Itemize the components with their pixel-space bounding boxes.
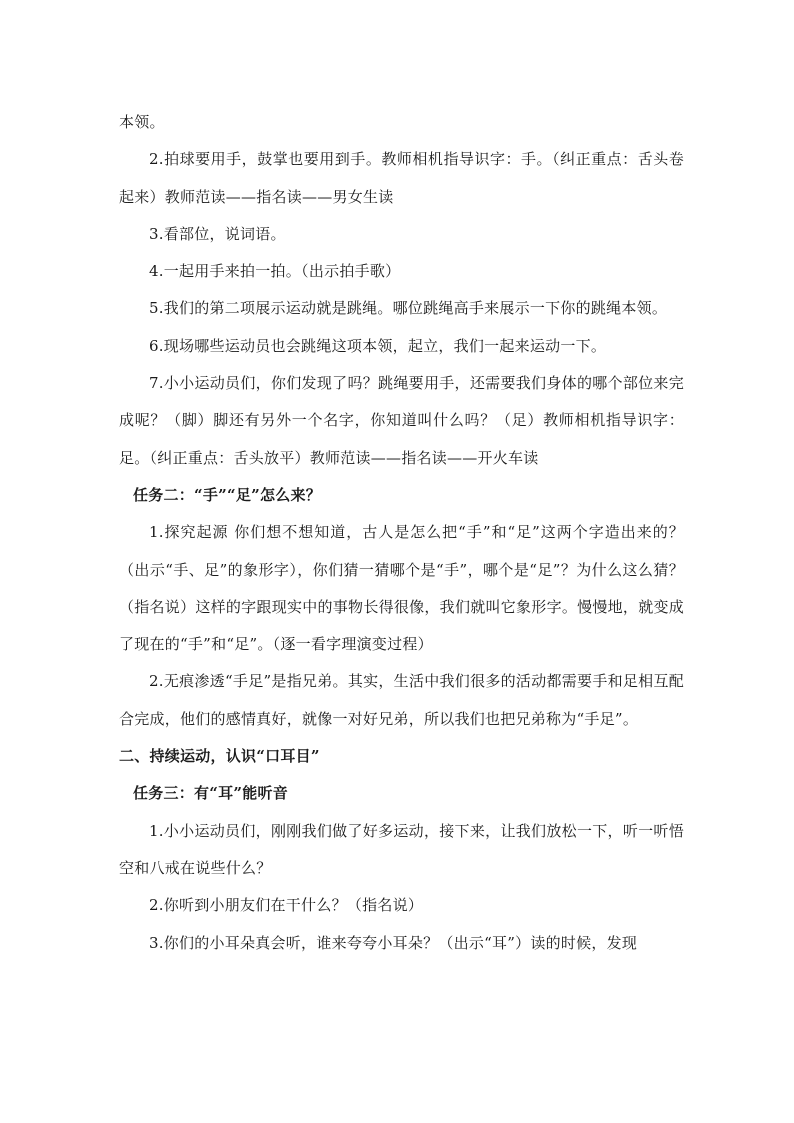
paragraph-step-5: 5.我们的第二项展示运动就是跳绳。哪位跳绳高手来展示一下你的跳绳本领。 [149,299,668,318]
paragraph-listen-2: 2.你听到小朋友们在干什么？（指名说） [149,896,424,915]
paragraph-origin: 1.探究起源 你们想不想知道，古人是怎么把“手”和“足”这两个字造出来的？（出示“手、足”的象形字），你们猜一猜哪个是“手”，哪个是“足”？为什么这么猜？（指名说）这样的字跟现实中的事物长得很像，我们就叫它象形字。慢慢地，就变成了现在的“手”和“足”。（逐一看字理演变过程） [119,523,684,654]
paragraph-step-6: 6.现场哪些运动员也会跳绳这项本领，起立，我们一起来运动一下。 [149,336,607,355]
paragraph-brothers: 2.无痕渗透“手足”是指兄弟。其实，生活中我们很多的活动都需要手和足相互配合完成，他们的感情真好，就像一对好兄弟，所以我们也把兄弟称为“手足”。 [119,672,684,728]
task-three-heading: 任务三：有“耳”能听音 [133,784,289,803]
paragraph-step-4: 4.一起用手来拍一拍。（出示拍手歌） [149,262,401,281]
paragraph-continuation: 本领。 [119,113,165,131]
paragraph-listen-3: 3.你们的小耳朵真会听，谁来夸夸小耳朵？（出示“耳”）读的时候，发现 [149,933,638,952]
document-body [119,104,684,962]
section-two-heading: 二、持续运动，认识“口耳目” [119,747,320,766]
paragraph-step-7: 7.小小运动员们，你们发现了吗？跳绳要用手，还需要我们身体的哪个部位来完成呢？（脚）脚还有另外一个名字，你知道叫什么吗？（足）教师相机指导识字：足。（纠正重点：舌头放平）教师范读——指名读——开火车读 [119,374,684,467]
paragraph-step-3: 3.看部位，说词语。 [149,224,286,243]
paragraph-step-2: 2.拍球要用手，鼓掌也要用到手。教师相机指导识字：手。（纠正重点：舌头卷起来）教师范读——指名读——男女生读 [119,150,684,206]
task-two-heading: 任务二：“手”“足”怎么来？ [133,485,322,504]
paragraph-listen-1: 1.小小运动员们，刚刚我们做了好多运动，接下来，让我们放松一下，听一听悟空和八戒在说些什么？ [119,821,684,877]
